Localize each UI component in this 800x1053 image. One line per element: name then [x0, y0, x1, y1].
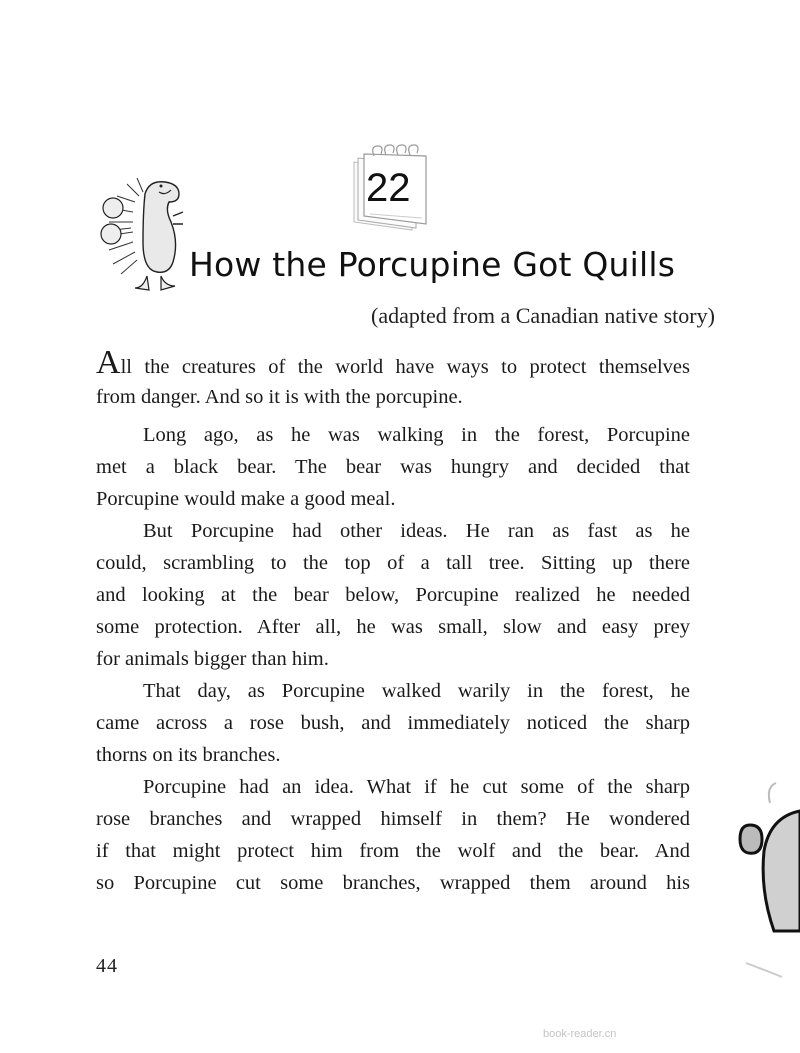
text-line-content: some protection. After all, he was small, slow and easy prey	[96, 616, 690, 638]
text-line-content: met a black bear. The bear was hungry and decided that	[96, 456, 690, 478]
text-line	[96, 612, 690, 642]
text-line	[143, 420, 690, 450]
text-line	[96, 344, 690, 382]
text-line-content: for animals bigger than him.	[96, 648, 329, 670]
text-line	[96, 836, 690, 866]
text-line	[96, 548, 690, 578]
text-line-content: Porcupine would make a good meal.	[96, 488, 396, 510]
text-line-content: ll the creatures of the world have ways to protect themselves	[120, 356, 690, 378]
text-line-content: and looking at the bear below, Porcupine realized he needed	[96, 584, 690, 606]
text-line	[96, 452, 690, 482]
watermark: book-reader.cn	[543, 1028, 617, 1040]
chapter-subtitle: (adapted from a Canadian native story)	[371, 303, 715, 328]
chapter-title: How the Porcupine Got Quills	[189, 245, 676, 284]
text-line	[143, 676, 690, 706]
text-line	[143, 516, 690, 546]
text-line-content: Porcupine had an idea. What if he cut some of the sharp	[143, 776, 690, 798]
text-line	[96, 708, 690, 738]
text-line-content: so Porcupine cut some branches, wrapped them around his	[96, 872, 690, 894]
text-line	[96, 740, 690, 770]
text-line-content: thorns on its branches.	[96, 744, 281, 766]
chapter-number: 22	[366, 166, 411, 210]
text-line-content: came across a rose bush, and immediately noticed the sharp	[96, 712, 690, 734]
text-line	[143, 772, 690, 802]
text-line	[96, 644, 690, 674]
text-line-content: from danger. And so it is with the porcupine.	[96, 386, 463, 408]
text-line-content: Long ago, as he was walking in the forest, Porcupine	[143, 424, 690, 446]
text-line	[96, 804, 690, 834]
text-line-content: That day, as Porcupine walked warily in the forest, he	[143, 680, 690, 702]
text-line	[96, 382, 690, 412]
text-line-content: rose branches and wrapped himself in them? He wondered	[96, 808, 690, 830]
drop-cap: A	[96, 344, 121, 381]
text-line-content: if that might protect him from the wolf and the bear. And	[96, 840, 690, 862]
text-line	[96, 484, 690, 514]
text-line-content: could, scrambling to the top of a tall tree. Sitting up there	[96, 552, 690, 574]
text-line-content: But Porcupine had other ideas. He ran as fast as he	[143, 520, 690, 542]
cartoon-side-decoration-icon	[736, 775, 800, 985]
page-number: 44	[96, 955, 118, 977]
text-line	[96, 580, 690, 610]
text-line	[96, 868, 690, 898]
